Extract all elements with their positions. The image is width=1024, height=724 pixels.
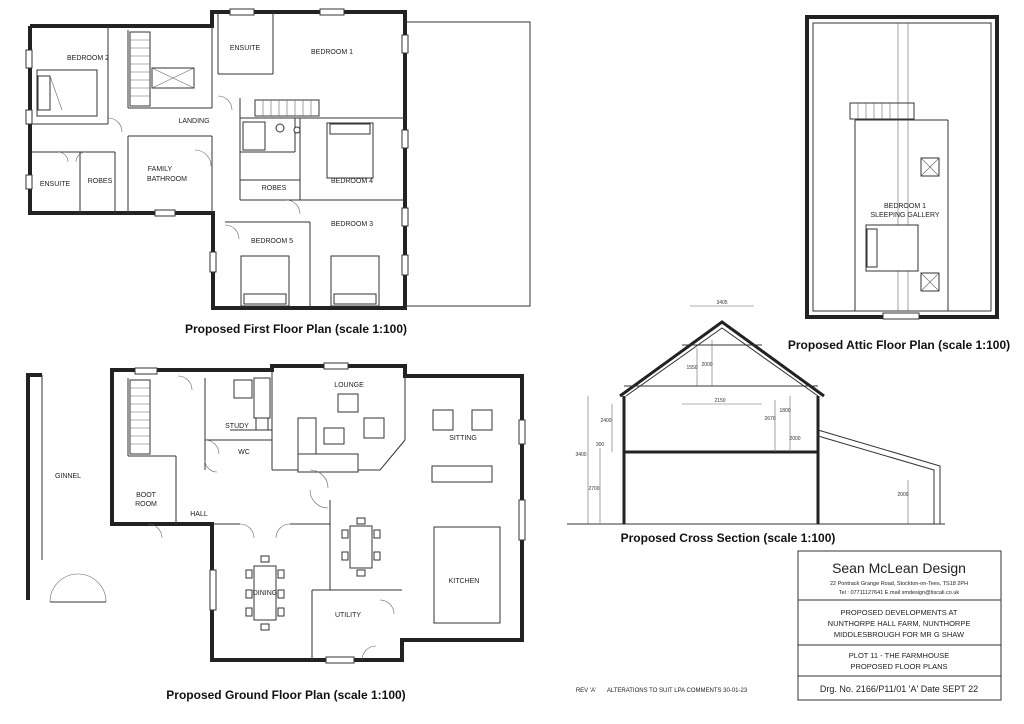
label-bedroom1: BEDROOM 1 xyxy=(310,49,354,56)
label-bedroom5: BEDROOM 5 xyxy=(250,238,294,245)
label-landing: LANDING xyxy=(178,118,210,125)
label-boot: BOOT xyxy=(136,492,156,499)
bed-bedroom5 xyxy=(241,256,289,306)
label-bedroom4: BEDROOM 4 xyxy=(330,178,374,185)
label-robes-left: ROBES xyxy=(87,178,113,185)
dim-9: 300 xyxy=(595,442,605,448)
revision-code: REV 'A' xyxy=(575,688,597,694)
label-robes-mid: ROBES xyxy=(261,185,287,192)
title-ground-floor: Proposed Ground Floor Plan (scale 1:100) xyxy=(166,688,406,702)
ground-floor-stair xyxy=(130,380,150,454)
first-floor-plan xyxy=(26,9,530,336)
dining-table-right xyxy=(342,518,380,576)
ensuite-fittings xyxy=(243,122,300,150)
project-line2: NUNTHORPE HALL FARM, NUNTHORPE xyxy=(827,619,971,628)
bed-bedroom4 xyxy=(327,123,373,178)
company-address: 22 Pontrack Grange Road, Stockton-on-Tees, TS18 2PH xyxy=(829,581,969,587)
attic-floor-plan xyxy=(788,17,1010,352)
label-sitting: SITTING xyxy=(449,435,477,442)
label-utility: UTILITY xyxy=(334,612,362,619)
sitting-furniture xyxy=(432,410,492,482)
ground-floor-plan xyxy=(28,363,525,702)
dim-10: 2700 xyxy=(588,486,600,492)
label-ginnel: GINNEL xyxy=(54,473,82,480)
label-bathroom: BATHROOM xyxy=(147,176,187,183)
label-attic-line1: BEDROOM 1 xyxy=(883,203,927,210)
label-bedroom3: BEDROOM 3 xyxy=(330,221,374,228)
label-dining: DINING xyxy=(252,590,278,597)
dim-2: 2000 xyxy=(701,362,713,368)
project-line1: PROPOSED DEVELOPMENTS AT xyxy=(840,608,958,617)
label-family: FAMILY xyxy=(147,166,173,173)
dim-top: 3405 xyxy=(716,300,728,306)
drawing-number: Drg. No. 2166/P11/01 'A' Date SEPT 22 xyxy=(819,684,979,694)
label-ensuite-left: ENSUITE xyxy=(39,181,71,188)
title-block xyxy=(798,551,1001,700)
dim-6: 1800 xyxy=(779,408,791,414)
label-hall: HALL xyxy=(190,511,208,518)
dim-7: 2000 xyxy=(789,436,801,442)
plot-line1: PLOT 11 - THE FARMHOUSE xyxy=(848,651,950,660)
dim-4: 2400 xyxy=(600,418,612,424)
cross-section xyxy=(567,300,945,545)
label-lounge: LOUNGE xyxy=(334,382,364,389)
label-kitchen: KITCHEN xyxy=(448,578,480,585)
label-wc: WC xyxy=(238,449,250,456)
label-study: STUDY xyxy=(225,423,249,430)
plot-line2: PROPOSED FLOOR PLANS xyxy=(850,662,948,671)
revision-text: ALTERATIONS TO SUIT LPA COMMENTS 30-01-23 xyxy=(606,688,748,694)
bed-bedroom2 xyxy=(37,70,97,116)
company-contact: Tel : 07711127641 E.mail smdesign@tiscali.co.uk xyxy=(838,590,960,596)
bed-bedroom3 xyxy=(331,256,379,306)
company-name: Sean McLean Design xyxy=(832,560,966,576)
dim-5: 2670 xyxy=(764,416,776,422)
dim-3: 2150 xyxy=(714,398,726,404)
project-line3: MIDDLESBROUGH FOR MR G SHAW xyxy=(833,630,965,639)
revision-note xyxy=(576,688,748,694)
label-room: ROOM xyxy=(135,501,157,508)
label-ensuite-top: ENSUITE xyxy=(229,45,261,52)
lounge-furniture xyxy=(234,378,384,472)
kitchen-island xyxy=(434,527,500,623)
title-first-floor: Proposed First Floor Plan (scale 1:100) xyxy=(184,322,408,336)
title-cross-section: Proposed Cross Section (scale 1:100) xyxy=(620,531,836,545)
title-attic-floor: Proposed Attic Floor Plan (scale 1:100) xyxy=(787,338,1011,352)
label-attic-line2: SLEEPING GALLERY xyxy=(870,212,940,219)
dim-11: 2000 xyxy=(897,492,909,498)
dim-1: 1550 xyxy=(686,365,698,371)
dim-8: 3400 xyxy=(575,452,587,458)
label-bedroom2: BEDROOM 2 xyxy=(66,55,110,62)
